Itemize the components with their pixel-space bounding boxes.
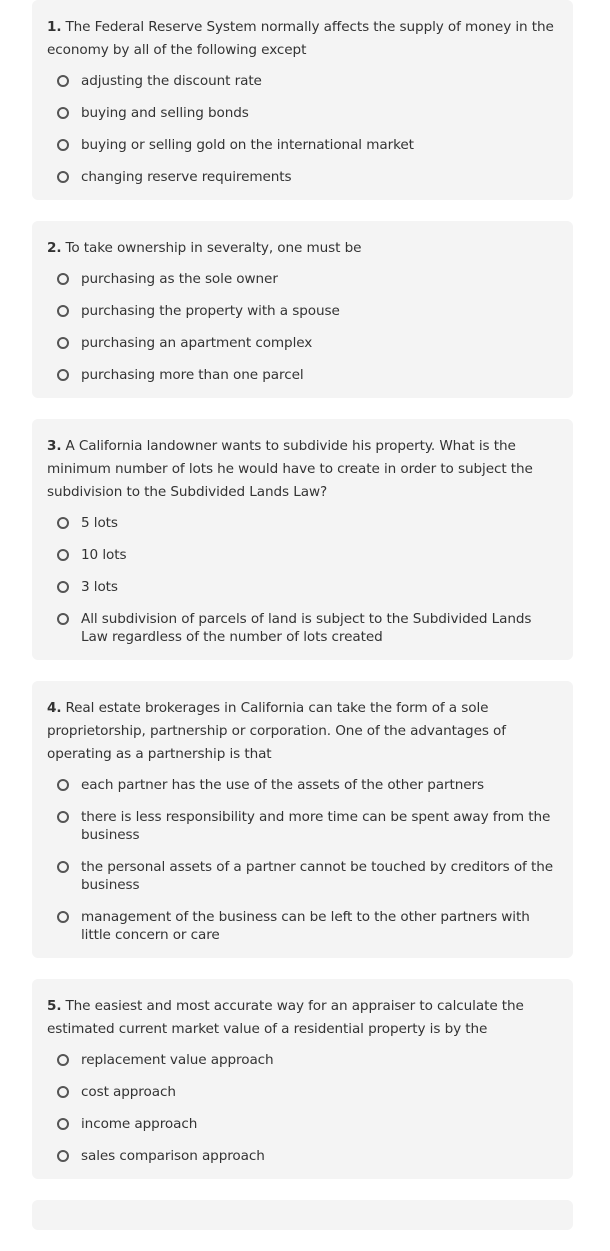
question-card-6-partial (32, 1200, 573, 1230)
option-label: purchasing the property with a spouse (81, 303, 340, 319)
question-text-1 (47, 16, 558, 62)
radio-button-icon[interactable] (57, 779, 69, 791)
option-label: each partner has the use of the assets of the other partners (81, 777, 484, 793)
option-label: management of the business can be left to the other partners with little concern or care (81, 909, 530, 943)
quiz-list (32, 0, 573, 1251)
option-label: there is less responsibility and more time can be spent away from the business (81, 809, 551, 843)
radio-button-icon[interactable] (57, 139, 69, 151)
option-4-c[interactable] (57, 858, 558, 894)
radio-button-icon[interactable] (57, 1054, 69, 1066)
option-label: buying or selling gold on the international market (81, 137, 414, 153)
option-label: sales comparison approach (81, 1148, 265, 1164)
question-text-5 (47, 995, 558, 1041)
radio-button-icon[interactable] (57, 1150, 69, 1162)
radio-button-icon[interactable] (57, 273, 69, 285)
radio-button-icon[interactable] (57, 613, 69, 625)
option-5-d[interactable] (57, 1147, 558, 1165)
question-prompt-5: The easiest and most accurate way for an appraiser to calculate the estimated current market value of a residential property is by the (47, 998, 524, 1037)
option-label: 3 lots (81, 579, 118, 595)
options-list-5 (47, 1051, 558, 1165)
option-2-b[interactable] (57, 302, 558, 320)
option-1-a[interactable] (57, 72, 558, 90)
question-prompt-4: Real estate brokerages in California can take the form of a sole proprietorship, partnership or corporation. One of the advantages of operating as a partnership is that (47, 700, 506, 762)
options-list-4 (47, 776, 558, 944)
option-label: All subdivision of parcels of land is subject to the Subdivided Lands Law regardless of the number of lots created (81, 611, 532, 645)
radio-button-icon[interactable] (57, 911, 69, 923)
option-3-d[interactable] (57, 610, 558, 646)
option-5-a[interactable] (57, 1051, 558, 1069)
option-5-c[interactable] (57, 1115, 558, 1133)
option-label: cost approach (81, 1084, 176, 1100)
question-card-5 (32, 979, 573, 1179)
options-list-1 (47, 72, 558, 186)
option-label: replacement value approach (81, 1052, 274, 1068)
option-5-b[interactable] (57, 1083, 558, 1101)
radio-button-icon[interactable] (57, 581, 69, 593)
option-4-a[interactable] (57, 776, 558, 794)
option-label: purchasing as the sole owner (81, 271, 278, 287)
question-card-4 (32, 681, 573, 958)
option-1-b[interactable] (57, 104, 558, 122)
option-label: purchasing more than one parcel (81, 367, 304, 383)
option-label: 5 lots (81, 515, 118, 531)
option-4-d[interactable] (57, 908, 558, 944)
question-prompt-1: The Federal Reserve System normally affects the supply of money in the economy by all of the following except (47, 19, 554, 58)
option-label: income approach (81, 1116, 198, 1132)
option-2-d[interactable] (57, 366, 558, 384)
radio-button-icon[interactable] (57, 517, 69, 529)
option-label: changing reserve requirements (81, 169, 292, 185)
question-text-4 (47, 697, 558, 766)
question-number-2: 2. (47, 240, 62, 256)
radio-button-icon[interactable] (57, 549, 69, 561)
options-list-2 (47, 270, 558, 384)
option-label: the personal assets of a partner cannot be touched by creditors of the business (81, 859, 553, 893)
radio-button-icon[interactable] (57, 1118, 69, 1130)
question-card-2 (32, 221, 573, 398)
radio-button-icon[interactable] (57, 75, 69, 87)
option-label: adjusting the discount rate (81, 73, 262, 89)
question-number-4: 4. (47, 700, 62, 716)
option-3-b[interactable] (57, 546, 558, 564)
question-number-5: 5. (47, 998, 62, 1014)
option-3-a[interactable] (57, 514, 558, 532)
radio-button-icon[interactable] (57, 1086, 69, 1098)
question-prompt-3: A California landowner wants to subdivide his property. What is the minimum number of lots he would have to create in order to subject the subdivision to the Subdivided Lands Law? (47, 438, 533, 500)
option-1-c[interactable] (57, 136, 558, 154)
question-number-3: 3. (47, 438, 62, 454)
option-label: purchasing an apartment complex (81, 335, 313, 351)
option-2-a[interactable] (57, 270, 558, 288)
radio-button-icon[interactable] (57, 811, 69, 823)
question-text-2 (47, 237, 558, 260)
option-4-b[interactable] (57, 808, 558, 844)
question-text-3 (47, 435, 558, 504)
question-card-3 (32, 419, 573, 660)
radio-button-icon[interactable] (57, 861, 69, 873)
option-2-c[interactable] (57, 334, 558, 352)
radio-button-icon[interactable] (57, 369, 69, 381)
radio-button-icon[interactable] (57, 305, 69, 317)
question-number-1: 1. (47, 19, 62, 35)
options-list-3 (47, 514, 558, 646)
option-label: 10 lots (81, 547, 127, 563)
question-prompt-2: To take ownership in severalty, one must be (65, 240, 362, 256)
radio-button-icon[interactable] (57, 337, 69, 349)
radio-button-icon[interactable] (57, 107, 69, 119)
question-card-1 (32, 0, 573, 200)
radio-button-icon[interactable] (57, 171, 69, 183)
option-label: buying and selling bonds (81, 105, 249, 121)
option-1-d[interactable] (57, 168, 558, 186)
option-3-c[interactable] (57, 578, 558, 596)
